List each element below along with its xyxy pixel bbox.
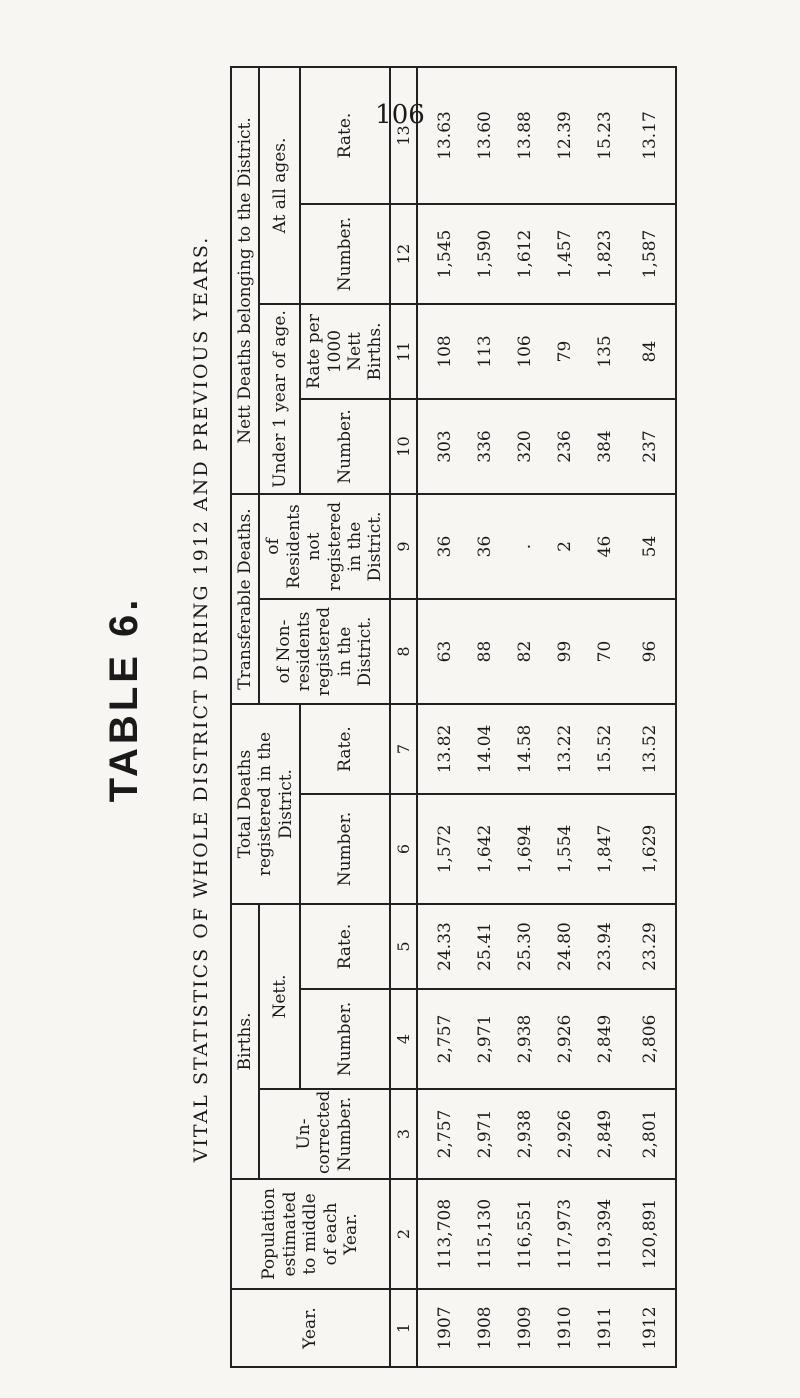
cell-non-residents: 70 [585,599,625,704]
cell-all-ages-rate: 13.63 [417,67,465,204]
table-row [585,67,625,1367]
header-row-1 [231,67,259,1367]
cell-year: 1911 [585,1289,625,1367]
column-number: 12 [390,204,417,304]
cell-residents-not-registered: 2 [545,494,585,599]
column-number: 10 [390,399,417,494]
cell-under-one-rate: 135 [585,304,625,399]
column-number: 6 [390,794,417,904]
cell-non-residents: 96 [625,599,676,704]
cell-births-nett-rate: 24.33 [417,904,465,989]
header-births-nett-number: Number. [300,989,390,1089]
cell-deaths-number: 1,642 [465,794,505,904]
cell-deaths-rate: 14.58 [505,704,545,794]
table-row [625,67,676,1367]
cell-non-residents: 88 [465,599,505,704]
cell-under-one-number: 384 [585,399,625,494]
vital-statistics-table [230,66,677,1368]
cell-year: 1912 [625,1289,676,1367]
cell-residents-not-registered: 46 [585,494,625,599]
cell-deaths-rate: 13.22 [545,704,585,794]
header-all-ages-rate: Rate. [300,67,390,204]
cell-residents-not-registered: 54 [625,494,676,599]
cell-residents-not-registered: 36 [465,494,505,599]
cell-under-one-number: 236 [545,399,585,494]
cell-population: 117,973 [545,1179,585,1289]
cell-non-residents: 99 [545,599,585,704]
cell-all-ages-rate: 13.17 [625,67,676,204]
cell-deaths-number: 1,847 [585,794,625,904]
cell-births-nett-number: 2,926 [545,989,585,1089]
cell-year: 1908 [465,1289,505,1367]
cell-all-ages-rate: 13.60 [465,67,505,204]
cell-births-nett-number: 2,849 [585,989,625,1089]
cell-under-one-number: 303 [417,399,465,494]
cell-all-ages-number: 1,545 [417,204,465,304]
cell-non-residents: 63 [417,599,465,704]
header-all-ages: At all ages. [259,67,300,304]
cell-births-uncorrected: 2,757 [417,1089,465,1179]
cell-year: 1909 [505,1289,545,1367]
cell-year: 1907 [417,1289,465,1367]
column-number: 3 [390,1089,417,1179]
header-deaths-rate: Rate. [300,704,390,794]
cell-births-nett-rate: 23.29 [625,904,676,989]
header-transferable-deaths: Transferable Deaths. [231,494,259,704]
cell-non-residents: 82 [505,599,545,704]
table-row [545,67,585,1367]
header-all-ages-number: Number. [300,204,390,304]
header-population: Population estimated to middle of each Year. [231,1179,390,1289]
column-number: 4 [390,989,417,1089]
cell-all-ages-rate: 15.23 [585,67,625,204]
cell-deaths-rate: 15.52 [585,704,625,794]
header-nett-deaths: Nett Deaths belonging to the District. [231,67,259,494]
cell-under-one-number: 237 [625,399,676,494]
header-non-residents: of Non-residents registered in the District. [259,599,389,704]
cell-population: 119,394 [585,1179,625,1289]
table-row [505,67,545,1367]
cell-all-ages-number: 1,823 [585,204,625,304]
cell-under-one-number: 320 [505,399,545,494]
cell-deaths-rate: 13.82 [417,704,465,794]
header-births-nett: Nett. [259,904,300,1089]
page-title: VITAL STATISTICS OF WHOLE DISTRICT DURING 1912 AND PREVIOUS YEARS. [190,235,212,1163]
column-number: 7 [390,704,417,794]
cell-under-one-rate: 79 [545,304,585,399]
cell-births-uncorrected: 2,926 [545,1089,585,1179]
cell-births-nett-number: 2,971 [465,989,505,1089]
cell-births-nett-rate: 25.30 [505,904,545,989]
cell-births-nett-number: 2,806 [625,989,676,1089]
cell-births-nett-rate: 25.41 [465,904,505,989]
cell-population: 115,130 [465,1179,505,1289]
cell-all-ages-number: 1,612 [505,204,545,304]
cell-births-nett-number: 2,757 [417,989,465,1089]
cell-births-nett-rate: 23.94 [585,904,625,989]
column-number: 5 [390,904,417,989]
cell-births-nett-number: 2,938 [505,989,545,1089]
cell-births-uncorrected: 2,971 [465,1089,505,1179]
column-number: 9 [390,494,417,599]
column-number: 13 [390,67,417,204]
cell-population: 116,551 [505,1179,545,1289]
header-deaths-number: Number. [300,794,390,904]
page-number: 106 [375,100,425,130]
cell-all-ages-number: 1,457 [545,204,585,304]
cell-births-uncorrected: 2,938 [505,1089,545,1179]
cell-under-one-number: 336 [465,399,505,494]
header-total-deaths: Total Deaths registered in the District. [231,704,300,904]
cell-deaths-number: 1,629 [625,794,676,904]
cell-population: 120,891 [625,1179,676,1289]
header-under-one-number: Number. [300,399,390,494]
cell-population: 113,708 [417,1179,465,1289]
table-label: TABLE 6. [102,595,146,803]
cell-deaths-rate: 13.52 [625,704,676,794]
cell-deaths-number: 1,572 [417,794,465,904]
column-number-row [390,67,417,1367]
column-number: 11 [390,304,417,399]
header-under-one-year: Under 1 year of age. [259,304,300,494]
table-row [417,67,465,1367]
cell-deaths-number: 1,554 [545,794,585,904]
header-births: Births. [231,904,259,1179]
cell-all-ages-rate: 13.88 [505,67,545,204]
cell-deaths-rate: 14.04 [465,704,505,794]
cell-births-nett-rate: 24.80 [545,904,585,989]
cell-all-ages-number: 1,587 [625,204,676,304]
table-row [465,67,505,1367]
cell-under-one-rate: 113 [465,304,505,399]
cell-under-one-rate: 108 [417,304,465,399]
cell-under-one-rate: 106 [505,304,545,399]
header-residents-not-registered: of Residents not registered in the District. [259,494,389,599]
cell-all-ages-number: 1,590 [465,204,505,304]
cell-all-ages-rate: 12.39 [545,67,585,204]
header-under-one-rate: Rate per 1000 Nett Births. [300,304,390,399]
cell-residents-not-registered: 36 [417,494,465,599]
cell-deaths-number: 1,694 [505,794,545,904]
cell-residents-not-registered: . [505,494,545,599]
cell-births-uncorrected: 2,849 [585,1089,625,1179]
header-births-uncorrected: Un-corrected Number. [259,1089,389,1179]
header-year: Year. [231,1289,390,1367]
column-number: 2 [390,1179,417,1289]
cell-births-uncorrected: 2,801 [625,1089,676,1179]
column-number: 8 [390,599,417,704]
cell-under-one-rate: 84 [625,304,676,399]
cell-year: 1910 [545,1289,585,1367]
header-births-nett-rate: Rate. [300,904,390,989]
column-number: 1 [390,1289,417,1367]
